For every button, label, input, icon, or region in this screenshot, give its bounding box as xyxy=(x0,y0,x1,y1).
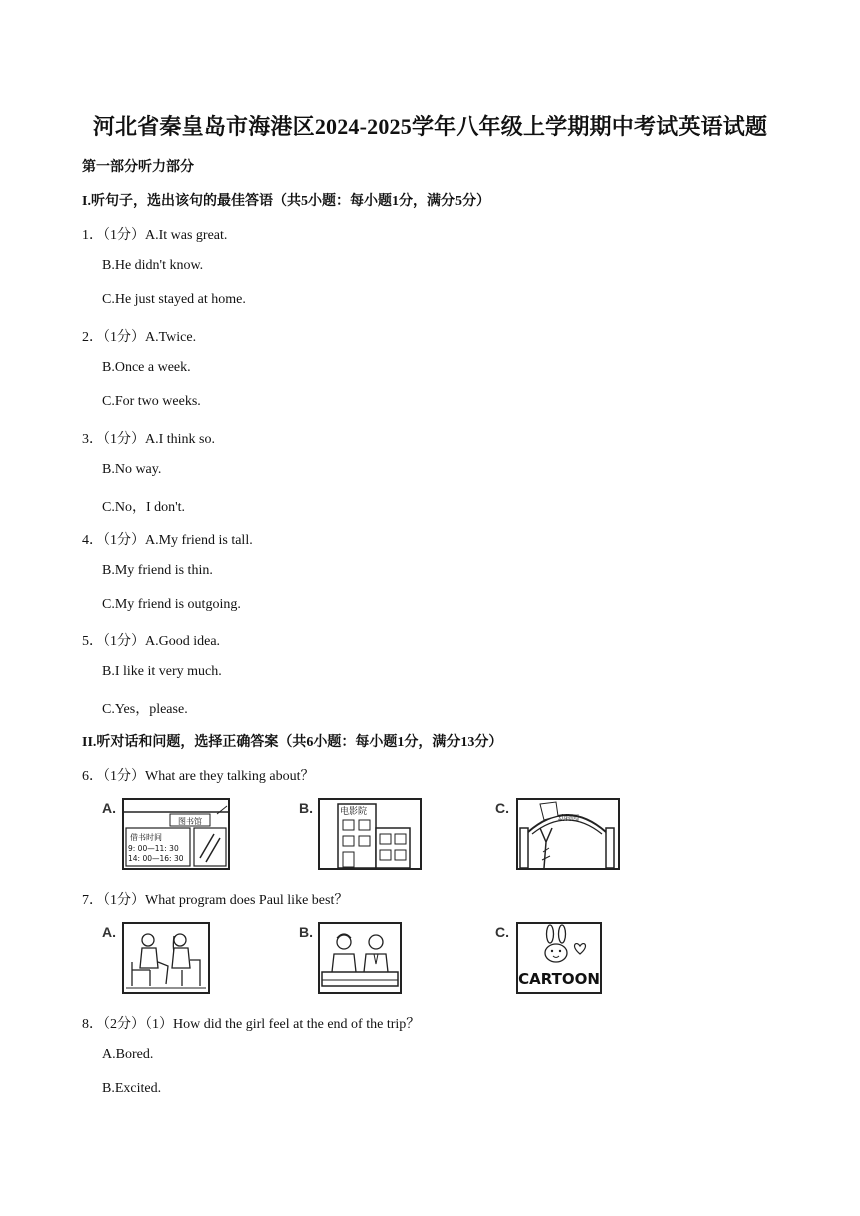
library-hours-title: 借书时间 xyxy=(130,833,162,842)
question-6-stem: 6．（1分）What are they talking about？ xyxy=(82,769,315,784)
question-3-stem: 3．（1分）A.I think so. xyxy=(82,432,215,447)
section-heading-2: II.听对话和问题，选择正确答案（共6小题：每小题1分，满分13分） xyxy=(82,735,503,750)
q6-label-b: B. xyxy=(299,800,313,816)
talk-show-picture xyxy=(122,922,210,994)
question-7-stem: 7．（1分）What program does Paul like best？ xyxy=(82,893,349,908)
question-1-option-c: C.He just stayed at home. xyxy=(102,292,246,307)
question-8-stem: 8．（2分）（1）How did the girl feel at the end of the trip？ xyxy=(82,1017,421,1032)
section-heading-1: I.听句子，选出该句的最佳答语（共5小题：每小题1分，满分5分） xyxy=(82,194,490,209)
q7-label-a: A. xyxy=(102,924,116,940)
question-3-option-b: B.No way. xyxy=(102,462,162,477)
question-2-option-c: C.For two weeks. xyxy=(102,394,201,409)
cartoon-picture xyxy=(516,922,602,994)
q6-label-c: C. xyxy=(495,800,509,816)
page-title: 河北省秦皇岛市海港区2024-2025学年八年级上学期期中考试英语试题 xyxy=(92,114,768,139)
q7-label-b: B. xyxy=(299,924,313,940)
news-program-picture xyxy=(318,922,402,994)
question-8-option-b: B.Excited. xyxy=(102,1081,162,1096)
question-5-option-b: B.I like it very much. xyxy=(102,664,222,679)
question-1-stem: 1．（1分）A.It was great. xyxy=(82,228,228,243)
question-5-option-c: C.Yes，please. xyxy=(102,702,188,717)
question-2-option-b: B.Once a week. xyxy=(102,360,191,375)
part-heading: 第一部分听力部分 xyxy=(82,160,194,175)
question-1-option-b: B.He didn't know. xyxy=(102,258,204,273)
q6-label-a: A. xyxy=(102,800,116,816)
zoo-sign: 动物园 xyxy=(558,814,579,822)
question-8-option-a: A.Bored. xyxy=(102,1047,154,1062)
question-3-option-c: C.No，I don't. xyxy=(102,500,186,515)
question-4-option-c: C.My friend is outgoing. xyxy=(102,597,241,612)
question-4-stem: 4．（1分）A.My friend is tall. xyxy=(82,533,253,548)
library-hours-morning: 9: 00—11: 30 xyxy=(128,844,179,853)
cinema-sign: 电影院 xyxy=(340,807,368,817)
q7-label-c: C. xyxy=(495,924,509,940)
question-5-stem: 5．（1分）A.Good idea. xyxy=(82,634,221,649)
cinema-picture xyxy=(318,798,422,870)
zoo-picture xyxy=(516,798,620,870)
library-picture xyxy=(122,798,230,870)
question-2-stem: 2．（1分）A.Twice. xyxy=(82,330,197,345)
cartoon-text: CARTOON xyxy=(518,970,600,988)
question-4-option-b: B.My friend is thin. xyxy=(102,563,213,578)
library-hours-afternoon: 14: 00—16: 30 xyxy=(128,854,184,863)
library-sign: 图书馆 xyxy=(178,817,202,826)
